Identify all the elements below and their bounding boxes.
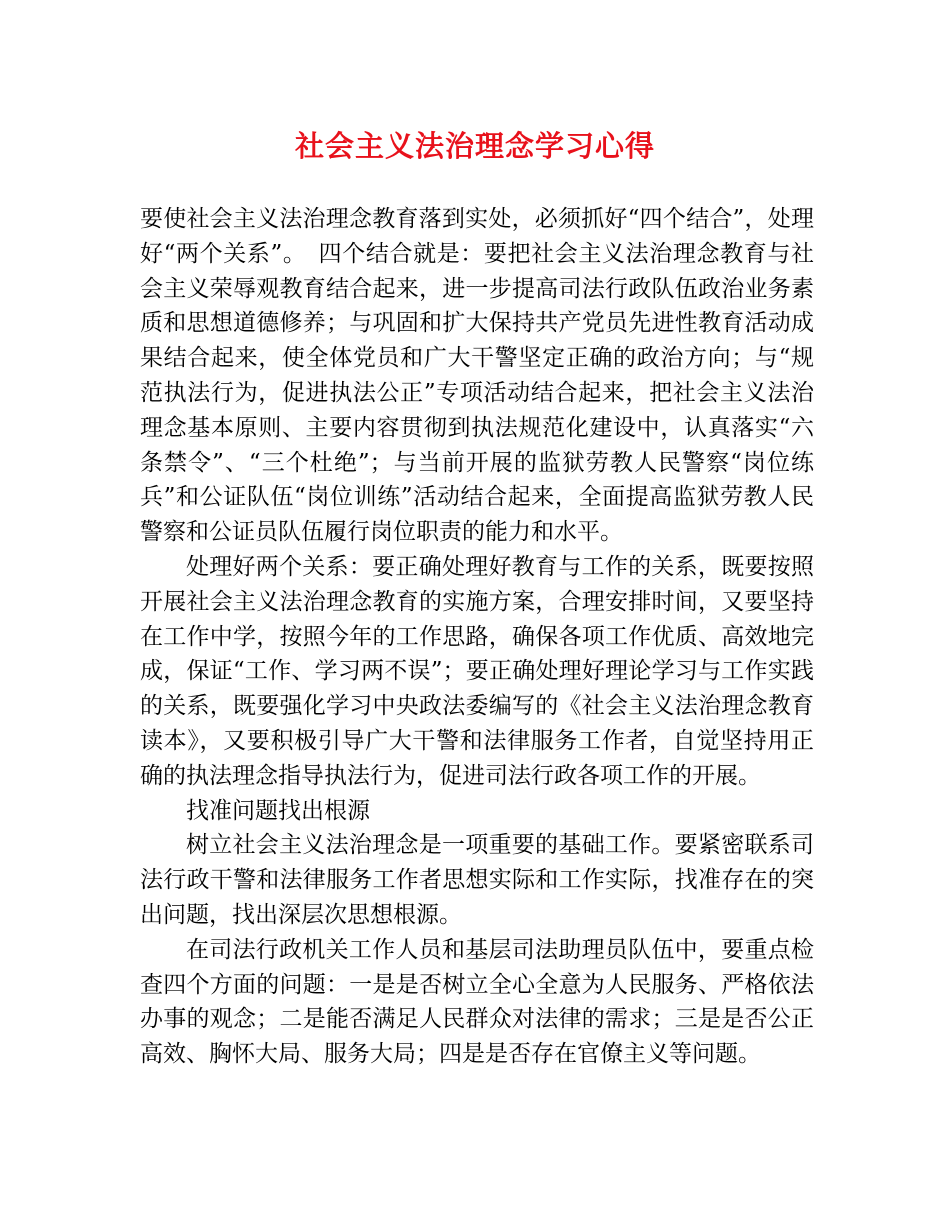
document-body: [140, 202, 814, 1072]
paragraph-two-relations: 处理好两个关系：要正确处理好教育与工作的关系，既要按照开展社会主义法治理念教育的实施方案，合理安排时间，又要坚持在工作中学，按照今年的工作思路，确保各项工作优质、高效地完成，保证“工作、学习两不误”；要正确处理好理论学习与工作实践的关系，既要强化学习中央政法委编写的《社会主义法治理念教育读本》，又要积极引导广大干警和法律服务工作者，自觉坚持用正确的执法理念指导执法行为，促进司法行政各项工作的开展。: [140, 553, 814, 789]
section-heading-find-problems: 找准问题找出根源: [186, 797, 370, 824]
document-title: 社会主义法治理念学习心得: [294, 129, 655, 163]
paragraph-four-aspects: 在司法行政机关工作人员和基层司法助理员队伍中，要重点检查四个方面的问题：一是是否树立全心全意为人民服务、严格依法办事的观念；二是能否满足人民群众对法律的需求；三是是否公正高效、胸怀大局、服务大局；四是是否存在官僚主义等问题。: [140, 936, 814, 1068]
paragraph-four-combinations: 要使社会主义法治理念教育落到实处，必须抓好“四个结合”，处理好“两个关系”。 四个结合就是：要把社会主义法治理念教育与社会主义荣辱观教育结合起来，进一步提高司法行政队伍政治业务素质和思想道德修养；与巩固和扩大保持共产党员先进性教育活动成果结合起来，使全体党员和广大干警坚定正确的政治方向；与“规范执法行为，促进执法公正”专项活动结合起来，把社会主义法治理念基本原则、主要内容贯彻到执法规范化建设中，认真落实“六条禁令”、“三个杜绝”；与当前开展的监狱劳教人民警察“岗位练兵”和公证队伍“岗位训练”活动结合起来，全面提高监狱劳教人民警察和公证员队伍履行岗位职责的能力和水平。: [140, 206, 814, 546]
paragraph-foundation-work: 树立社会主义法治理念是一项重要的基础工作。要紧密联系司法行政干警和法律服务工作者思想实际和工作实际，找准存在的突出问题，找出深层次思想根源。: [140, 832, 814, 928]
